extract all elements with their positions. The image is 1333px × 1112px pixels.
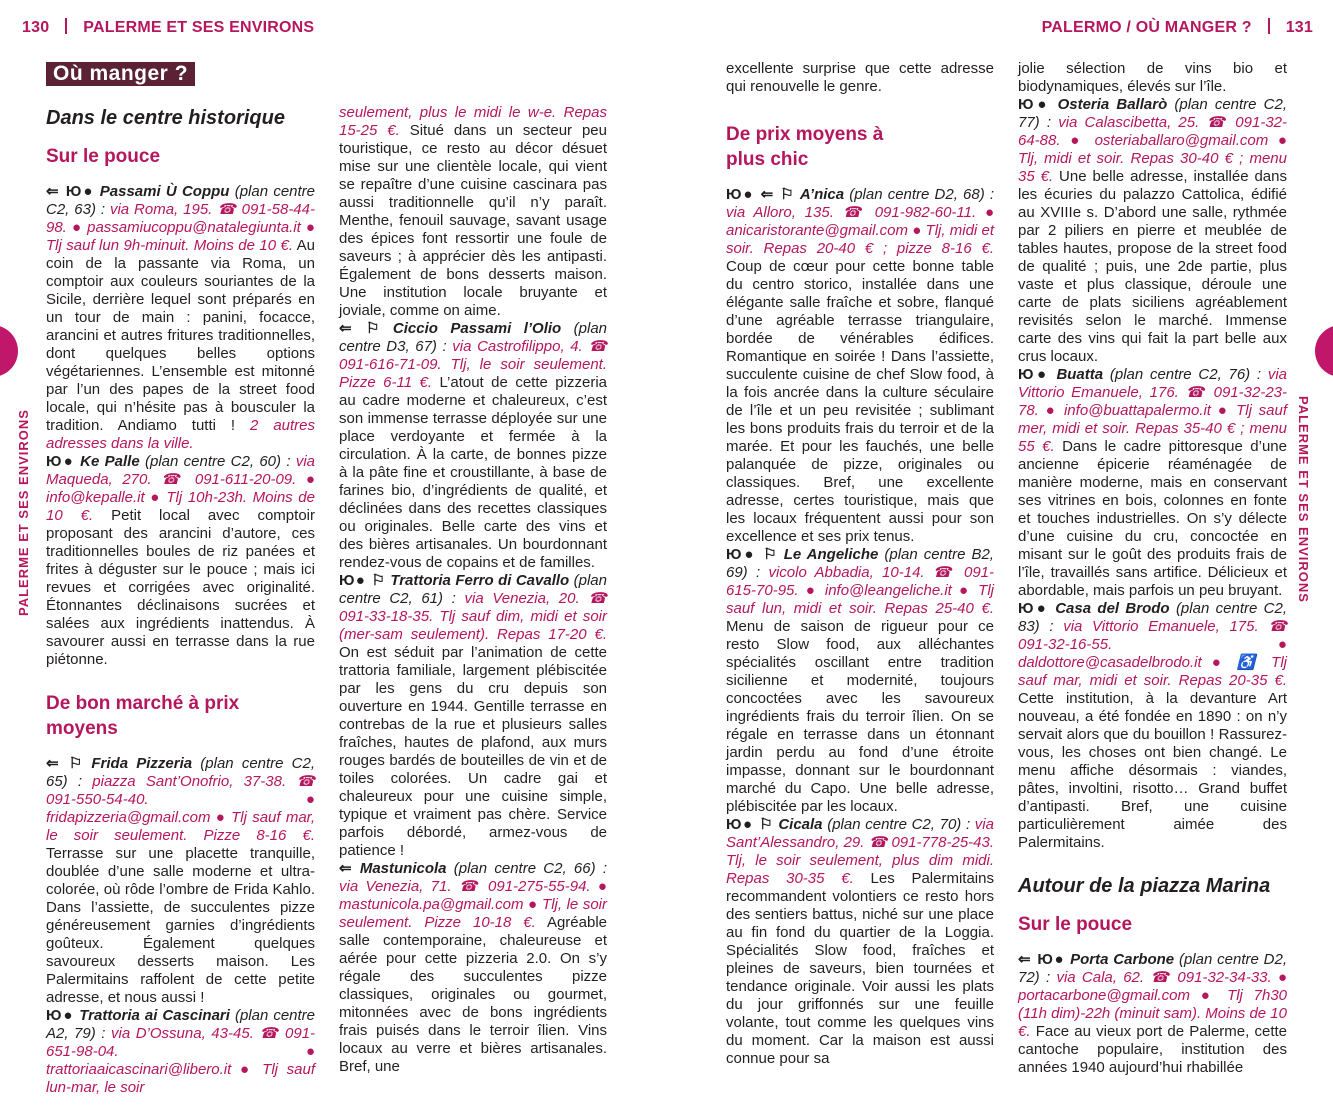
running-header-left bbox=[22, 18, 314, 37]
restaurant-name: Trattoria Ferro di Cavallo bbox=[390, 572, 570, 589]
category-icons: Ю● bbox=[1018, 366, 1050, 383]
practical-info: via Calascibetta, 25. ☎ 091-32-64-88. ● osteriaballaro@gmail.com ● Tlj, midi et soir. Repas 30-40 € ; menu 35 €. bbox=[1018, 114, 1288, 185]
restaurant-entry bbox=[339, 860, 607, 1076]
practical-info: via Roma, 195. ☎ 091-58-44-98. ● passamiucoppu@natalegiunta.it ● Tlj sauf lun 9h-minuit. Moins de 10 €. bbox=[46, 201, 315, 254]
page-number-left: 130 bbox=[22, 19, 50, 36]
description: Agréable salle contemporaine, chaleureuse et aérée pour cette pizzeria 2.0. On s’y régale des succulentes pizze classiques, originales ou gourmet, mitonnées avec de bons ingrédients frais puisés dans le terroir îlien. Vins locaux au verre et bières artisanales. Bref, une bbox=[339, 914, 607, 1075]
category-heading: Sur le pouce bbox=[46, 146, 161, 167]
description: Terrasse sur une placette tranquille, doublée d’une salle moderne et ultra-colorée, où rôde l’ombre de Frida Kahlo. Dans l’assiette, de succulentes pizze généreusement garnies d’ingrédients goûteux. Également quelques savoureux desserts maison. Les Palermitains raffolent de cette petite adresse, et nous aussi ! bbox=[46, 845, 315, 1006]
practical-info: via Maqueda, 270. ☎ 091-611-20-09. ● info@kepalle.it ● Tlj 10h-23h. Moins de 10 €. bbox=[46, 453, 316, 524]
description: Dans le cadre pittoresque d’une ancienne épicerie réaménagée de manière moderne, mais en conservant ses vitrines en bois, colonnes en fonte et touches industrielles. On s’y délecte d’une cuisine du cru, concoctée en misant sur le goût des produits frais de l’île, travaillés sans artifice. Délicieux et abordable, mais parfois un peu bruyant. bbox=[1018, 438, 1287, 599]
restaurant-name: Osteria Ballarò bbox=[1057, 96, 1168, 113]
column-4 bbox=[1018, 60, 1287, 1077]
running-header-right bbox=[1042, 18, 1313, 37]
plan-ref: (plan centre C2, 70) : bbox=[827, 816, 971, 833]
practical-info: via Castrofilippo, 4. ☎ 091-616-71-09. Tlj, le soir seulement. Pizze 6-11 €. bbox=[339, 338, 607, 391]
practical-info: via Cala, 62. ☎ 091-32-34-33. ● portacarbone@gmail.com ● Tlj 7h30 (11h dim)-22h (minuit sam). Moins de 10 €. bbox=[1018, 969, 1288, 1040]
plan-ref: (plan centre D3, 67) : bbox=[339, 320, 608, 355]
restaurant-name: A’nica bbox=[799, 186, 845, 203]
note: 2 autres adresses dans la ville. bbox=[46, 417, 316, 452]
category-icons: Ю● ⚐ bbox=[726, 816, 774, 833]
column-1 bbox=[46, 60, 315, 1097]
thumb-tab-right bbox=[1315, 325, 1333, 377]
description: Menu de saison de rigueur pour ce resto Slow food, aux alléchantes spécialités oscillant entre tradition sicilienne et modernité, toujours concoctées avec les savoureux ingrédients frais du terroir îlien. On se régale en terrasse dans un étonnant jardin perdu au fond d’une étroite impasse, donnant sur le bourdonnant marché du Capo. Une belle adresse, plébiscitée par les locaux. bbox=[726, 618, 994, 815]
column-3 bbox=[726, 60, 994, 1068]
subsection-title: Dans le centre historique bbox=[46, 107, 285, 129]
restaurant-entry bbox=[339, 572, 607, 860]
category-icons: Ю● ⚐ bbox=[726, 546, 778, 563]
practical-info: piazza Sant’Onofrio, 37-38. ☎ 091-550-54-40. ● fridapizzeria@gmail.com ● Tlj sauf mar, le soir seulement. Pizze 8-16 €. bbox=[46, 773, 316, 844]
side-label-right: PALERME ET SES ENVIRONS bbox=[1296, 396, 1311, 603]
plan-ref: (plan centre C2, 65) : bbox=[46, 755, 316, 790]
side-label-left: PALERME ET SES ENVIRONS bbox=[16, 409, 31, 616]
subsection-title: Autour de la piazza Marina bbox=[1018, 875, 1271, 897]
restaurant-name: Frida Pizzeria bbox=[91, 755, 193, 772]
continued-text: excellente surprise que cette adresse qui renouvelle le genre. bbox=[726, 60, 994, 95]
restaurant-entry bbox=[46, 453, 315, 669]
section-title: Où manger ? bbox=[46, 62, 195, 86]
restaurant-entry bbox=[726, 186, 994, 546]
plan-ref: (plan centre A2, 79) : bbox=[46, 1007, 316, 1042]
thumb-tab-left bbox=[0, 325, 18, 377]
practical-info: via Sant’Alessandro, 29. ☎ 091-778-25-43. Tlj, le soir seulement, plus dim midi. Repas 30-35 €. bbox=[726, 816, 995, 887]
restaurant-name: Casa del Brodo bbox=[1055, 600, 1170, 617]
category-icons: ⇐ ⚐ bbox=[339, 320, 381, 337]
practical-info: via Alloro, 135. ☎ 091-982-60-11. ● anicaristorante@gmail.com ● Tlj, midi et soir. Repas 20-40 € ; pizze 8-16 €. bbox=[726, 204, 994, 257]
header-divider bbox=[1268, 18, 1270, 34]
plan-ref: (plan centre C2, 77) : bbox=[1018, 96, 1287, 131]
restaurant-entry bbox=[726, 816, 994, 1068]
restaurant-name: Cicala bbox=[778, 816, 823, 833]
description: Une belle adresse, installée dans les écuries du palazzo Cattolica, édifié au XVIIIe s. D’abord une salle, rythmée par 2 piliers en pierre et meublée de tables hautes, propose de la street food de qualité ; puis, une 2de partie, plus vaste et plus classique, déroule une carte de plats siciliens agréablement revisités selon le marché. Immense carte des vins qui fait la part belle aux crus locaux. bbox=[1018, 168, 1287, 365]
practical-info: seulement, plus le midi le w-e. Repas 15-25 €. bbox=[339, 104, 607, 139]
page-number-right: 131 bbox=[1285, 19, 1313, 36]
category-icons: Ю● ⇐ ⚐ bbox=[726, 186, 795, 203]
continued-text: jolie sélection de vins bio et biodynamiques, élevés sur l’île. bbox=[1018, 60, 1287, 95]
practical-info: via D’Ossuna, 43-45. ☎ 091-651-98-04. ● trattoriaaicascinari@libero.it ● Tlj sauf lun-mar, le soir bbox=[46, 1025, 315, 1096]
restaurant-entry bbox=[46, 183, 315, 453]
practical-info: via Vittorio Emanuele, 176. ☎ 091-32-23-78. ● info@buattapalermo.it ● Tlj sauf mer, midi et soir. Repas 35-40 € ; menu 55 €. bbox=[1018, 366, 1288, 455]
category-heading: Sur le pouce bbox=[1018, 914, 1133, 935]
column-2 bbox=[339, 104, 607, 1076]
practical-info: vicolo Abbadia, 10-14. ☎ 091-615-70-95. ● info@leangeliche.it ● Tlj sauf lun, midi et soir. Repas 25-40 €. bbox=[726, 564, 995, 617]
description: Cette institution, à la devanture Art nouveau, a été fondée en 1890 : on n’y servait alors que du bouillon ! Rassurez-vous, les choses ont bien changé. Le menu affiche désormais : viandes, pâtes, involtini, risotto… Grand buffet d’antipasti. Bref, une cuisine particulièrement aimée des Palermitains. bbox=[1018, 690, 1287, 851]
description: On est séduit par l’animation de cette trattoria familiale, largement plébiscitée par les gens du cru depuis son ouverture en 1944. Gentille terrasse en contrebas de la rue et plusieurs salles fraîches, hautes de plafond, aux murs rouges bardés de bouteilles de vin et de toiles colorées. Un cadre gai et chaleureux pour une cuisine simple, typique et vraiment pas chère. Service parfois débordé, armez-vous de patience ! bbox=[339, 644, 607, 859]
restaurant-entry bbox=[1018, 366, 1287, 600]
restaurant-name: Buatta bbox=[1056, 366, 1104, 383]
category-icons: Ю● bbox=[46, 453, 75, 470]
plan-ref: (plan centre C2, 61) : bbox=[339, 572, 607, 607]
category-icons: Ю● ⚐ bbox=[339, 572, 386, 589]
plan-ref: (plan centre C2, 76) : bbox=[1109, 366, 1262, 383]
restaurant-entry bbox=[1018, 96, 1287, 366]
restaurant-entry bbox=[1018, 600, 1287, 852]
header-divider bbox=[65, 18, 67, 34]
category-icons: ⇐ bbox=[339, 860, 353, 877]
category-icons: Ю● bbox=[1018, 600, 1049, 617]
restaurant-entry bbox=[726, 546, 994, 816]
plan-ref: (plan centre C2, 83) : bbox=[1018, 600, 1287, 635]
restaurant-entry bbox=[46, 755, 315, 1007]
restaurant-name: Passami Ù Coppu bbox=[99, 183, 230, 200]
category-icons: ⇐ Ю● bbox=[1018, 951, 1066, 968]
restaurant-name: Ciccio Passami l’Olio bbox=[392, 320, 562, 337]
restaurant-name: Mastunicola bbox=[359, 860, 447, 877]
description: Situé dans un secteur peu touristique, ce resto au décor désuet mise sur une clientèle locale, qui vient se repaître d’une cuisine cascinara pas aussi traditionnelle qu’il n’y paraît. Menthe, fenouil sauvage, savant usage des épices font ressortir une foule de saveurs ; à apprécier dès les antipasti. Également de bons desserts maison. Une institution locale bruyante et joviale, comme on aime. bbox=[339, 122, 607, 319]
restaurant-name: Trattoria ai Cascinari bbox=[79, 1007, 230, 1024]
plan-ref: (plan centre C2, 66) : bbox=[453, 860, 607, 877]
restaurant-name: Ke Palle bbox=[80, 453, 140, 470]
category-heading: De bon marché à prix moyens bbox=[46, 693, 240, 739]
restaurant-name: Porta Carbone bbox=[1070, 951, 1175, 968]
category-heading: De prix moyens à plus chic bbox=[726, 124, 884, 170]
description: L’atout de cette pizzeria au cadre moderne et chaleureux, c’est son immense terrasse déployée sur une place verdoyante et fermée à la circulation. À la carte, de bonnes pizze à la pâte fine et croustillante, à base de farines bio, d’ingrédients de qualité, et déclinées dans des recettes classiques ou originales. Belle carte des vins et des bières artisanales. Un bourdonnant rendez-vous de copains et de familles. bbox=[339, 374, 607, 571]
restaurant-entry bbox=[339, 320, 607, 572]
practical-info: via Venezia, 71. ☎ 091-275-55-94. ● mastunicola.pa@gmail.com ● Tlj, le soir seulement. Pizze 10-18 €. bbox=[339, 878, 607, 931]
practical-info: via Venezia, 20. ☎ 091-33-18-35. Tlj sauf dim, midi et soir (mer-sam seulement). Repas 17-20 €. bbox=[339, 590, 607, 643]
header-title-right: PALERMO / OÙ MANGER ? bbox=[1041, 19, 1252, 36]
restaurant-name: Le Angeliche bbox=[783, 546, 879, 563]
category-icons: Ю● bbox=[1018, 96, 1051, 113]
category-icons: Ю● bbox=[46, 1007, 75, 1024]
description: Les Palermitains recommandent volontiers ce resto hors des sentiers battus, niché sur une place au fin fond du quartier de la Loggia. Spécialités Slow food, fraîches et pleines de saveurs, bien tournées et tendance originale. Voir aussi les plats du jour griffonnés sur une feuille volante, tout comme les quelques vins du moment. Car la maison est aussi connue pour sa bbox=[726, 870, 994, 1067]
plan-ref: (plan centre D2, 68) : bbox=[849, 186, 994, 203]
header-title-left: PALERME ET SES ENVIRONS bbox=[83, 19, 315, 36]
description: Au coin de la passante via Roma, un comptoir aux couleurs souriantes de la Sicile, derrière lequel sont préparés en un tour de main : panini, focacce, arancini et autres fritures traditionnelles, dont quelques belles options végétariennes. L’ensemble est mitonné par l’un des papes de la street food locale, qui n’hésite pas à bousculer la tradition. Andiamo tutti ! bbox=[46, 237, 316, 434]
restaurant-entry bbox=[1018, 951, 1287, 1077]
practical-info: via Vittorio Emanuele, 175. ☎ 091-32-16-55. ● daldottore@casadelbrodo.it ● ♿ Tlj sauf mar, midi et soir. Repas 20-35 €. bbox=[1018, 618, 1288, 689]
description: Petit local avec comptoir proposant des arancini d’autore, ces traditionnelles boules de riz panées et frites à déguster sur le pouce ; mais ici revues et corrigées avec originalité. Étonnantes déclinaisons sucrées et salées aux ingrédients inattendus. À savourer aussi en terrasse dans la rue piétonne. bbox=[46, 507, 315, 668]
description: Coup de cœur pour cette bonne table du centro storico, installée dans une élégante salle fraîche et sobre, flanqué d’une agréable terrasse triangulaire, bordée de vénérables édifices. Romantique en soirée ! Dans l’assiette, succulente cuisine de chef Slow food, à la fois ancrée dans la culture séculaire de l’île et un peu revisitée ; sublimant les bons produits frais du terroir et de la marée. Et pour les fauchés, une belle palanquée de pizze, originales ou classiques. Bref, une excellente adresse, certes touristique, mais que les locaux fréquentent aussi pour son excellence et ses prix tenus. bbox=[726, 258, 994, 545]
category-icons: ⇐ Ю● bbox=[46, 183, 95, 200]
plan-ref: (plan centre C2, 63) : bbox=[46, 183, 316, 218]
description: Face au vieux port de Palerme, cette cantoche populaire, institution des années 1940 aujourd’hui rhabillée bbox=[1018, 1023, 1287, 1076]
restaurant-entry bbox=[46, 1007, 315, 1097]
plan-ref: (plan centre D2, 72) : bbox=[1018, 951, 1288, 986]
category-icons: ⇐ ⚐ bbox=[46, 755, 84, 772]
plan-ref: (plan centre B2, 69) : bbox=[726, 546, 994, 581]
restaurant-entry bbox=[339, 104, 607, 320]
plan-ref: (plan centre C2, 60) : bbox=[145, 453, 291, 470]
